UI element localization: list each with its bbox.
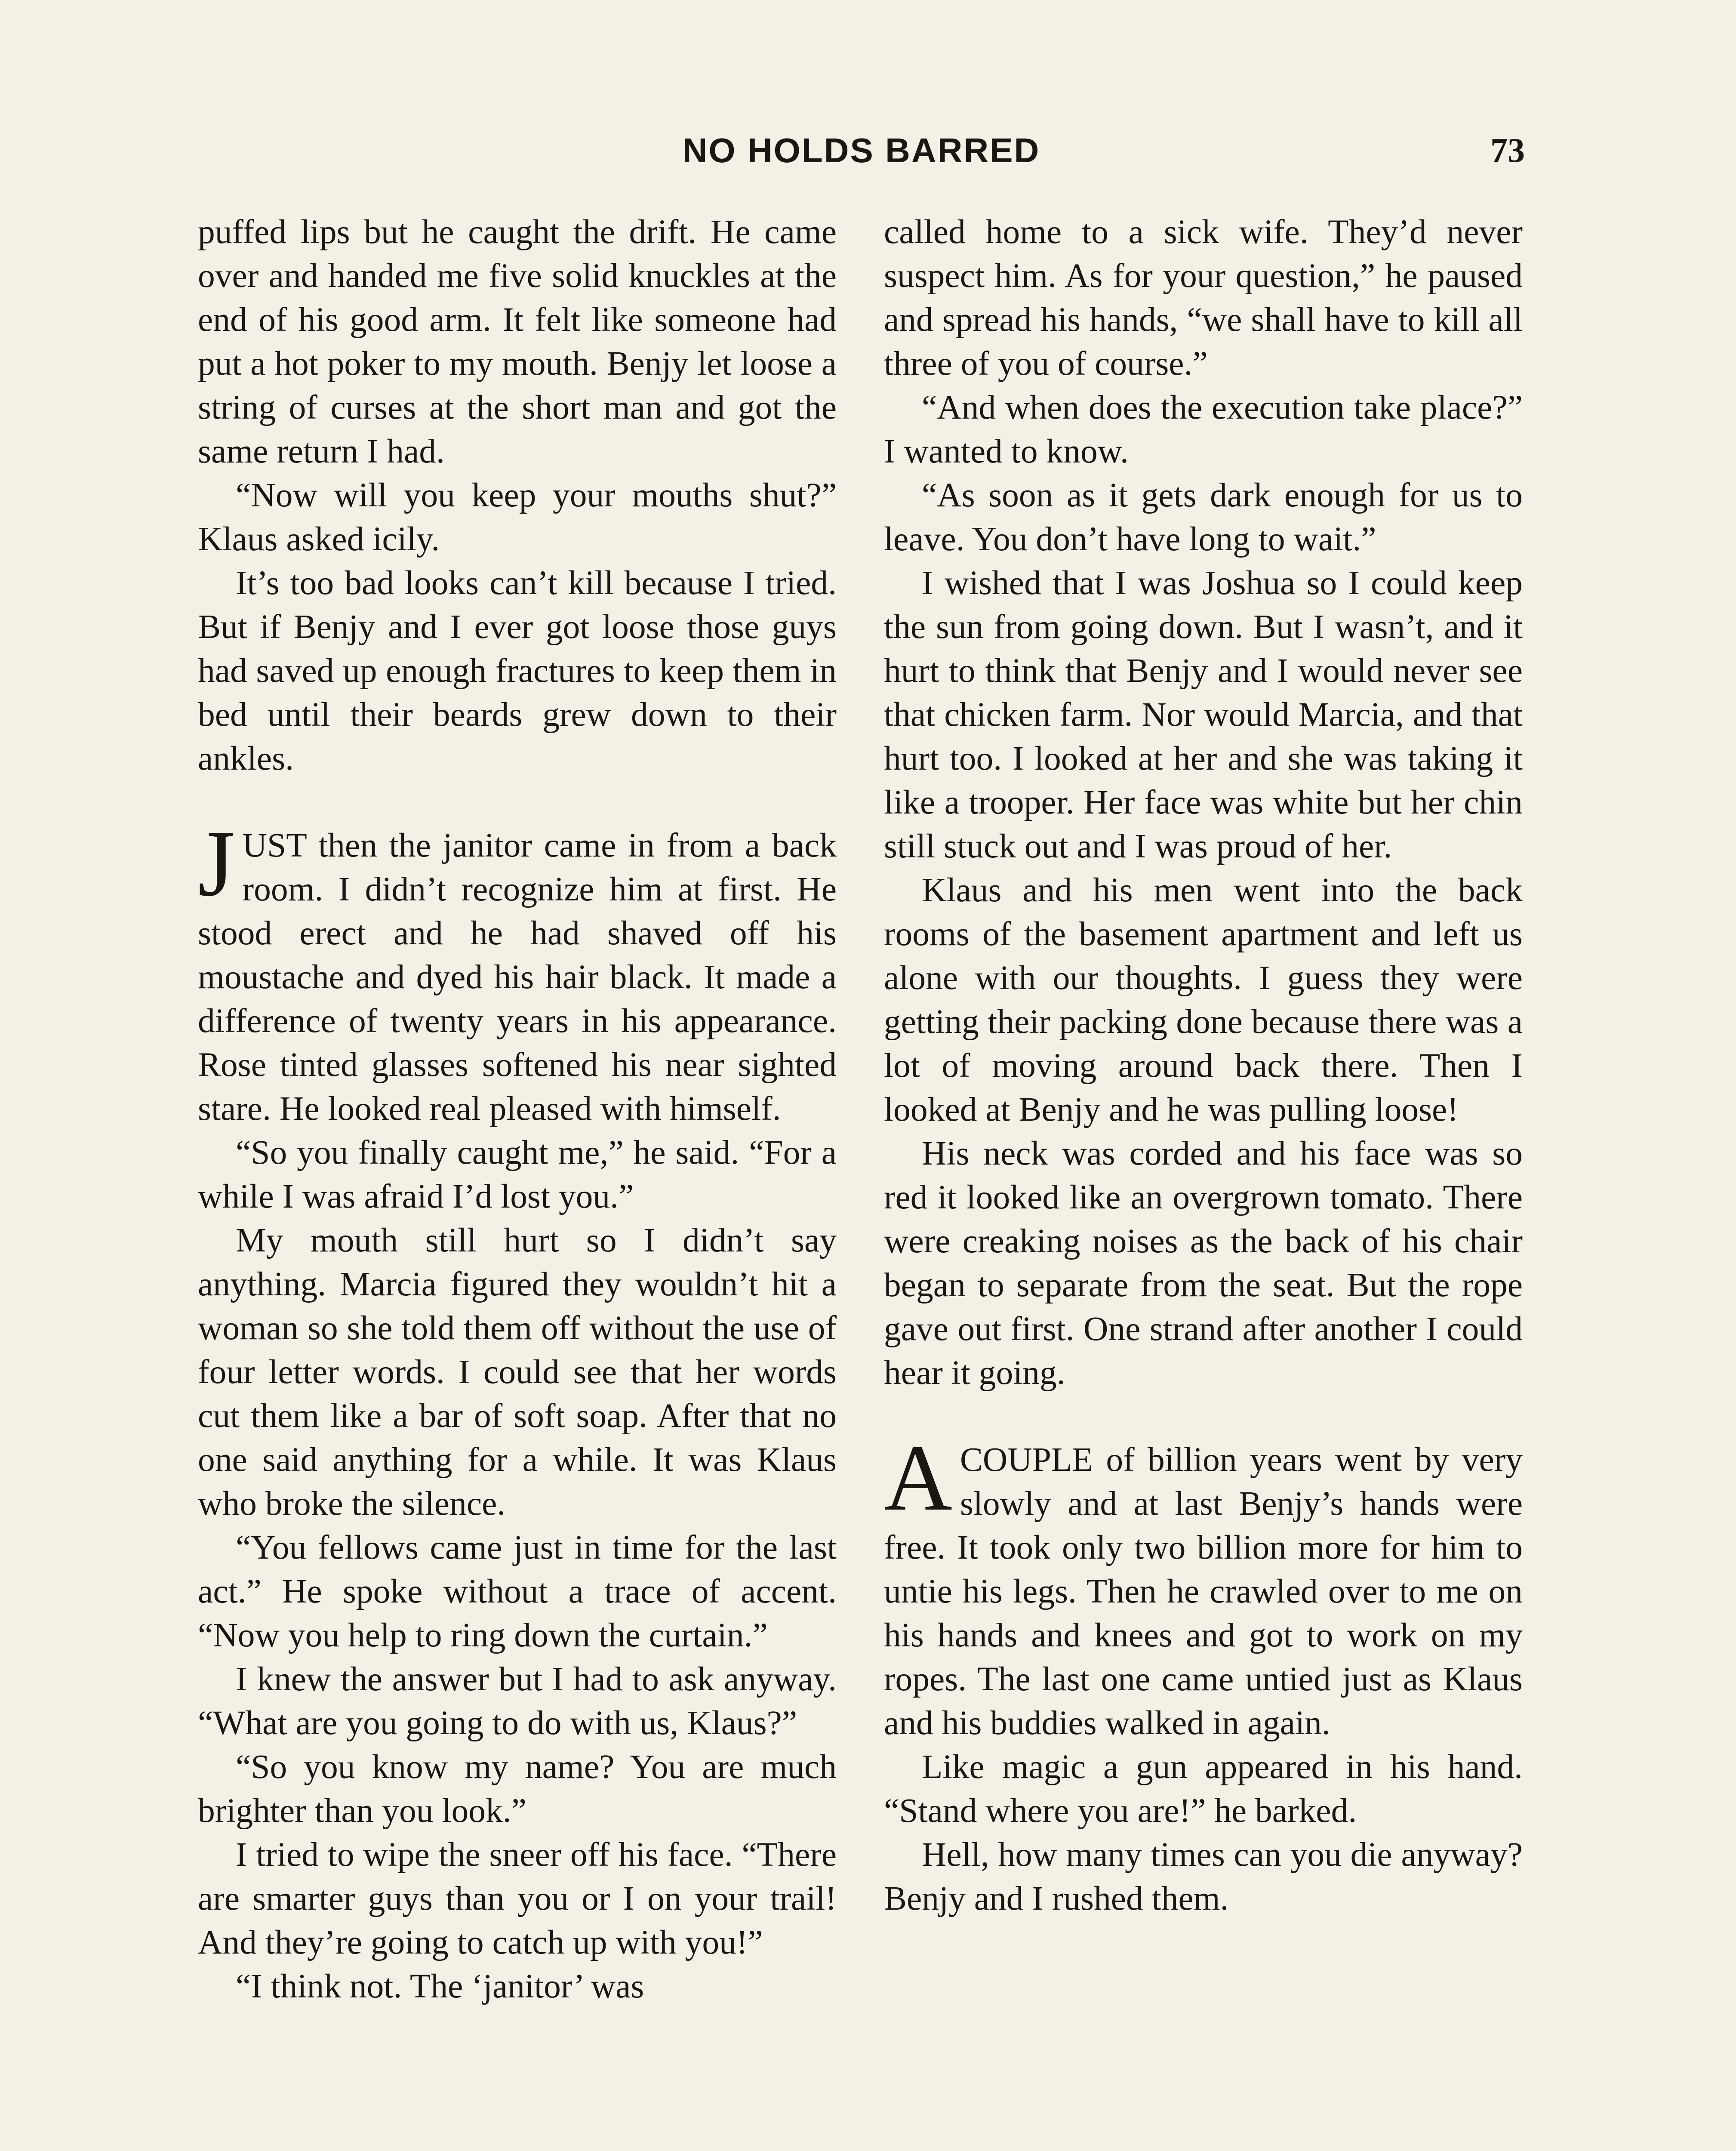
paragraph: “And when does the execution take place?” I wanted to know. [884, 388, 1523, 470]
paragraph: puffed lips but he caught the drift. He came over and handed me five solid knuckles at the end of his good arm. It felt like someone had put a hot poker to my mouth. Benjy let loose a string of curses at the short man and got the same return I had. [198, 213, 837, 470]
paragraph: I tried to wipe the sneer off his face. “There are smarter guys than you or I on your trail! And they’re going to catch up with you!” [198, 1836, 837, 1961]
paragraph: “I think not. The ‘janitor’ was [236, 1967, 644, 2005]
running-title: NO HOLDS BARRED [682, 131, 1040, 169]
drop-cap: A [884, 1425, 952, 1530]
paragraph-text: UST then the janitor came in from a back room. I didn’t recognize him at first. He stood erect and he had shaved off his moustache and dyed his hair black. It made a difference of twenty years in his appearance. Rose tinted glasses softened his near sighted stare. He looked real pleased with himself. [198, 826, 837, 1128]
paragraph: I knew the answer but I had to ask anyway. “What are you going to do with us, Klaus?” [198, 1660, 837, 1742]
paragraph: I wished that I was Joshua so I could keep the sun from going down. But I wasn’t, and it hurt to think that Benjy and I would never see that chicken farm. Nor would Marcia, and that hurt too. I looked at her and she was taking it like a trooper. Her face was white but her chin still stuck out and I was proud of her. [884, 564, 1523, 865]
paragraph: called home to a sick wife. They’d never suspect him. As for your question,” he paused and spread his hands, “we shall have to kill all three of you of course.” [884, 213, 1523, 382]
paragraph: My mouth still hurt so I didn’t say anything. Marcia figured they wouldn’t hit a woman so she told them off without the use of four letter words. I could see that her words cut them like a bar of soft soap. After that no one said anything for a while. It was Klaus who broke the silence. [198, 1221, 837, 1522]
paragraph: It’s too bad looks can’t kill because I tried. But if Benjy and I ever got loose those guys had saved up enough fractures to keep them in bed until their beards grew down to their ankles. [198, 564, 837, 777]
right-column [884, 210, 1523, 1920]
paragraph: His neck was corded and his face was so red it looked like an overgrown tomato. There were creaking noises as the back of his chair began to separate from the seat. But the rope gave out first. One strand after another I could hear it going. [884, 1134, 1523, 1392]
paragraph-text: COUPLE of billion years went by very slowly and at last Benjy’s hands were free. It took only two billion more for him to untie his legs. Then he crawled over to me on his hands and knees and got to work on my ropes. The last one came untied just as Klaus and his buddies walked in again. [884, 1441, 1523, 1742]
left-column [198, 210, 837, 2008]
section-opening-paragraph [198, 811, 837, 1131]
paragraph: Like magic a gun appeared in his hand. “Stand where you are!” he barked. [884, 1748, 1523, 1830]
paragraph: “You fellows came just in time for the last act.” He spoke without a trace of accent. “Now you help to ring down the curtain.” [198, 1529, 837, 1654]
paragraph: “So you know my name? You are much brighter than you look.” [198, 1748, 837, 1830]
paragraph: “Now will you keep your mouths shut?” Klaus asked icily. [198, 476, 837, 558]
paragraph: Hell, how many times can you die anyway? Benjy and I rushed them. [884, 1836, 1523, 1917]
paragraph: “So you finally caught me,” he said. “For a while I was afraid I’d lost you.” [198, 1134, 837, 1215]
section-opening-paragraph [884, 1425, 1523, 1745]
paragraph: Klaus and his men went into the back rooms of the basement apartment and left us alone with our thoughts. I guess they were getting their packing done because there was a lot of moving around back there. Then I looked at Benjy and he was pulling loose! [884, 871, 1523, 1128]
paragraph: “As soon as it gets dark enough for us to leave. You don’t have long to wait.” [884, 476, 1523, 558]
drop-cap: J [198, 811, 235, 916]
page-header [198, 127, 1525, 174]
page-number: 73 [1490, 132, 1525, 169]
